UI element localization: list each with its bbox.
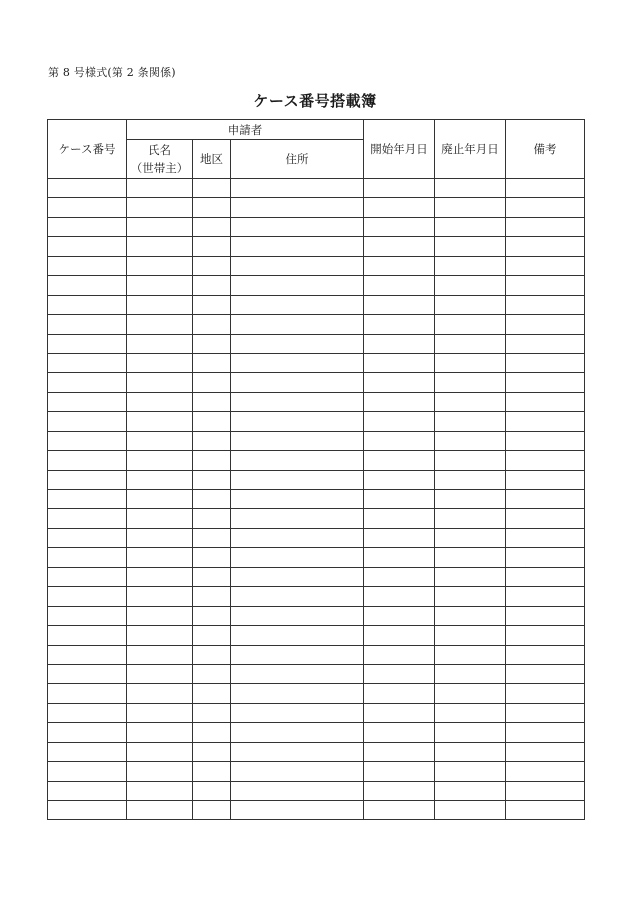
table-row (48, 256, 585, 275)
name-cell (127, 451, 193, 470)
end-date-cell (435, 762, 506, 781)
district-cell (193, 664, 231, 683)
end-date-cell (435, 723, 506, 742)
end-date-cell (435, 451, 506, 470)
name-cell (127, 626, 193, 645)
remarks-cell (506, 412, 585, 431)
district-cell (193, 276, 231, 295)
start-date-cell (364, 567, 435, 586)
case-number-cell (48, 256, 127, 275)
end-date-cell (435, 567, 506, 586)
address-cell (231, 664, 364, 683)
start-date-cell (364, 353, 435, 372)
case-number-cell (48, 412, 127, 431)
district-cell (193, 742, 231, 761)
end-date-cell (435, 742, 506, 761)
address-cell (231, 762, 364, 781)
address-cell (231, 470, 364, 489)
header-address: 住所 (231, 140, 364, 179)
remarks-cell (506, 353, 585, 372)
table-row (48, 217, 585, 236)
table-row (48, 198, 585, 217)
district-cell (193, 451, 231, 470)
table-row (48, 392, 585, 411)
table-row (48, 684, 585, 703)
end-date-cell (435, 353, 506, 372)
district-cell (193, 470, 231, 489)
address-cell (231, 451, 364, 470)
end-date-cell (435, 703, 506, 722)
end-date-cell (435, 548, 506, 567)
district-cell (193, 528, 231, 547)
name-cell (127, 217, 193, 236)
case-number-cell (48, 626, 127, 645)
case-number-cell (48, 315, 127, 334)
remarks-cell (506, 587, 585, 606)
case-number-cell (48, 567, 127, 586)
case-number-cell (48, 353, 127, 372)
district-cell (193, 645, 231, 664)
address-cell (231, 723, 364, 742)
end-date-cell (435, 256, 506, 275)
end-date-cell (435, 664, 506, 683)
table-row (48, 237, 585, 256)
table-row (48, 528, 585, 547)
address-cell (231, 509, 364, 528)
address-cell (231, 198, 364, 217)
name-cell (127, 567, 193, 586)
remarks-cell (506, 256, 585, 275)
case-number-cell (48, 451, 127, 470)
end-date-cell (435, 528, 506, 547)
address-cell (231, 373, 364, 392)
table-row (48, 723, 585, 742)
start-date-cell (364, 373, 435, 392)
address-cell (231, 276, 364, 295)
table-row (48, 645, 585, 664)
address-cell (231, 781, 364, 800)
remarks-cell (506, 781, 585, 800)
end-date-cell (435, 587, 506, 606)
remarks-cell (506, 431, 585, 450)
header-case-number: ケース番号 (48, 120, 127, 179)
district-cell (193, 431, 231, 450)
table-row (48, 781, 585, 800)
start-date-cell (364, 703, 435, 722)
remarks-cell (506, 762, 585, 781)
case-number-cell (48, 509, 127, 528)
address-cell (231, 431, 364, 450)
name-cell (127, 723, 193, 742)
case-number-cell (48, 490, 127, 509)
name-cell (127, 334, 193, 353)
table-row (48, 179, 585, 198)
district-cell (193, 315, 231, 334)
end-date-cell (435, 684, 506, 703)
remarks-cell (506, 470, 585, 489)
start-date-cell (364, 801, 435, 820)
case-number-cell (48, 664, 127, 683)
end-date-cell (435, 490, 506, 509)
start-date-cell (364, 256, 435, 275)
remarks-cell (506, 276, 585, 295)
case-number-cell (48, 470, 127, 489)
start-date-cell (364, 762, 435, 781)
name-cell (127, 781, 193, 800)
end-date-cell (435, 801, 506, 820)
name-cell (127, 684, 193, 703)
district-cell (193, 801, 231, 820)
end-date-cell (435, 217, 506, 236)
remarks-cell (506, 742, 585, 761)
header-remarks: 備考 (506, 120, 585, 179)
district-cell (193, 509, 231, 528)
address-cell (231, 392, 364, 411)
case-number-cell (48, 295, 127, 314)
district-cell (193, 587, 231, 606)
address-cell (231, 587, 364, 606)
header-row-top (48, 120, 585, 140)
start-date-cell (364, 664, 435, 683)
name-cell (127, 762, 193, 781)
case-number-cell (48, 606, 127, 625)
header-applicant-group: 申請者 (127, 120, 364, 140)
case-number-cell (48, 528, 127, 547)
remarks-cell (506, 315, 585, 334)
name-cell (127, 431, 193, 450)
remarks-cell (506, 664, 585, 683)
table-row (48, 276, 585, 295)
name-cell (127, 490, 193, 509)
district-cell (193, 237, 231, 256)
district-cell (193, 295, 231, 314)
address-cell (231, 567, 364, 586)
remarks-cell (506, 373, 585, 392)
header-district: 地区 (193, 140, 231, 179)
address-cell (231, 179, 364, 198)
end-date-cell (435, 470, 506, 489)
table-row (48, 470, 585, 489)
document-title: ケース番号搭載簿 (253, 92, 377, 110)
name-cell (127, 470, 193, 489)
table-row (48, 703, 585, 722)
end-date-cell (435, 295, 506, 314)
end-date-cell (435, 781, 506, 800)
end-date-cell (435, 392, 506, 411)
district-cell (193, 684, 231, 703)
table-row (48, 587, 585, 606)
address-cell (231, 217, 364, 236)
start-date-cell (364, 528, 435, 547)
end-date-cell (435, 606, 506, 625)
name-cell (127, 548, 193, 567)
address-cell (231, 801, 364, 820)
start-date-cell (364, 781, 435, 800)
start-date-cell (364, 451, 435, 470)
address-cell (231, 742, 364, 761)
name-cell (127, 237, 193, 256)
case-number-register-table (47, 119, 585, 820)
district-cell (193, 198, 231, 217)
district-cell (193, 353, 231, 372)
case-number-cell (48, 548, 127, 567)
remarks-cell (506, 237, 585, 256)
end-date-cell (435, 509, 506, 528)
table-row (48, 567, 585, 586)
start-date-cell (364, 431, 435, 450)
end-date-cell (435, 276, 506, 295)
end-date-cell (435, 334, 506, 353)
case-number-cell (48, 334, 127, 353)
district-cell (193, 373, 231, 392)
district-cell (193, 626, 231, 645)
address-cell (231, 645, 364, 664)
case-number-cell (48, 801, 127, 820)
table-row (48, 412, 585, 431)
start-date-cell (364, 412, 435, 431)
header-name-line2: （世帯主） (130, 161, 189, 175)
start-date-cell (364, 548, 435, 567)
remarks-cell (506, 606, 585, 625)
name-cell (127, 198, 193, 217)
case-number-cell (48, 781, 127, 800)
start-date-cell (364, 645, 435, 664)
start-date-cell (364, 198, 435, 217)
start-date-cell (364, 315, 435, 334)
remarks-cell (506, 179, 585, 198)
remarks-cell (506, 198, 585, 217)
name-cell (127, 373, 193, 392)
end-date-cell (435, 626, 506, 645)
start-date-cell (364, 237, 435, 256)
name-cell (127, 315, 193, 334)
case-number-cell (48, 742, 127, 761)
district-cell (193, 723, 231, 742)
table-row (48, 353, 585, 372)
name-cell (127, 412, 193, 431)
start-date-cell (364, 742, 435, 761)
start-date-cell (364, 684, 435, 703)
name-cell (127, 528, 193, 547)
district-cell (193, 392, 231, 411)
start-date-cell (364, 626, 435, 645)
address-cell (231, 703, 364, 722)
start-date-cell (364, 276, 435, 295)
address-cell (231, 334, 364, 353)
table-row (48, 431, 585, 450)
case-number-cell (48, 645, 127, 664)
end-date-cell (435, 373, 506, 392)
name-cell (127, 645, 193, 664)
name-cell (127, 742, 193, 761)
remarks-cell (506, 334, 585, 353)
header-end-date: 廃止年月日 (435, 120, 506, 179)
start-date-cell (364, 392, 435, 411)
start-date-cell (364, 606, 435, 625)
form-number: 第 8 号様式(第 2 条関係) (48, 66, 176, 79)
address-cell (231, 626, 364, 645)
end-date-cell (435, 179, 506, 198)
case-number-cell (48, 392, 127, 411)
table-row (48, 664, 585, 683)
table-row (48, 315, 585, 334)
remarks-cell (506, 451, 585, 470)
name-cell (127, 256, 193, 275)
case-number-cell (48, 179, 127, 198)
remarks-cell (506, 509, 585, 528)
table-row (48, 295, 585, 314)
address-cell (231, 684, 364, 703)
table-row (48, 626, 585, 645)
end-date-cell (435, 315, 506, 334)
name-cell (127, 509, 193, 528)
district-cell (193, 490, 231, 509)
table-row (48, 801, 585, 820)
remarks-cell (506, 490, 585, 509)
table-row (48, 548, 585, 567)
address-cell (231, 528, 364, 547)
start-date-cell (364, 295, 435, 314)
table-row (48, 490, 585, 509)
district-cell (193, 256, 231, 275)
end-date-cell (435, 237, 506, 256)
remarks-cell (506, 217, 585, 236)
remarks-cell (506, 645, 585, 664)
case-number-cell (48, 198, 127, 217)
case-number-cell (48, 684, 127, 703)
district-cell (193, 606, 231, 625)
end-date-cell (435, 645, 506, 664)
case-number-cell (48, 723, 127, 742)
remarks-cell (506, 392, 585, 411)
name-cell (127, 353, 193, 372)
end-date-cell (435, 198, 506, 217)
case-number-cell (48, 762, 127, 781)
table-row (48, 334, 585, 353)
start-date-cell (364, 334, 435, 353)
district-cell (193, 179, 231, 198)
table-row (48, 606, 585, 625)
start-date-cell (364, 470, 435, 489)
address-cell (231, 256, 364, 275)
remarks-cell (506, 801, 585, 820)
start-date-cell (364, 490, 435, 509)
name-cell (127, 276, 193, 295)
case-number-cell (48, 431, 127, 450)
district-cell (193, 412, 231, 431)
remarks-cell (506, 723, 585, 742)
header-name-line1: 氏名 (148, 143, 171, 157)
case-number-cell (48, 373, 127, 392)
name-cell (127, 664, 193, 683)
end-date-cell (435, 412, 506, 431)
district-cell (193, 567, 231, 586)
table-row (48, 762, 585, 781)
address-cell (231, 353, 364, 372)
address-cell (231, 490, 364, 509)
case-number-cell (48, 703, 127, 722)
district-cell (193, 334, 231, 353)
address-cell (231, 237, 364, 256)
start-date-cell (364, 179, 435, 198)
start-date-cell (364, 509, 435, 528)
name-cell (127, 295, 193, 314)
name-cell (127, 606, 193, 625)
case-number-cell (48, 587, 127, 606)
header-start-date: 開始年月日 (364, 120, 435, 179)
table-row (48, 451, 585, 470)
remarks-cell (506, 567, 585, 586)
name-cell (127, 392, 193, 411)
district-cell (193, 762, 231, 781)
district-cell (193, 703, 231, 722)
remarks-cell (506, 548, 585, 567)
address-cell (231, 412, 364, 431)
start-date-cell (364, 217, 435, 236)
address-cell (231, 315, 364, 334)
name-cell (127, 179, 193, 198)
district-cell (193, 548, 231, 567)
district-cell (193, 217, 231, 236)
address-cell (231, 606, 364, 625)
name-cell (127, 703, 193, 722)
district-cell (193, 781, 231, 800)
start-date-cell (364, 723, 435, 742)
remarks-cell (506, 626, 585, 645)
table-row (48, 509, 585, 528)
remarks-cell (506, 703, 585, 722)
table-row (48, 742, 585, 761)
start-date-cell (364, 587, 435, 606)
remarks-cell (506, 684, 585, 703)
name-cell (127, 801, 193, 820)
address-cell (231, 295, 364, 314)
case-number-cell (48, 276, 127, 295)
remarks-cell (506, 528, 585, 547)
case-number-cell (48, 217, 127, 236)
address-cell (231, 548, 364, 567)
table-row (48, 373, 585, 392)
header-name (127, 140, 193, 179)
case-number-cell (48, 237, 127, 256)
name-cell (127, 587, 193, 606)
end-date-cell (435, 431, 506, 450)
remarks-cell (506, 295, 585, 314)
